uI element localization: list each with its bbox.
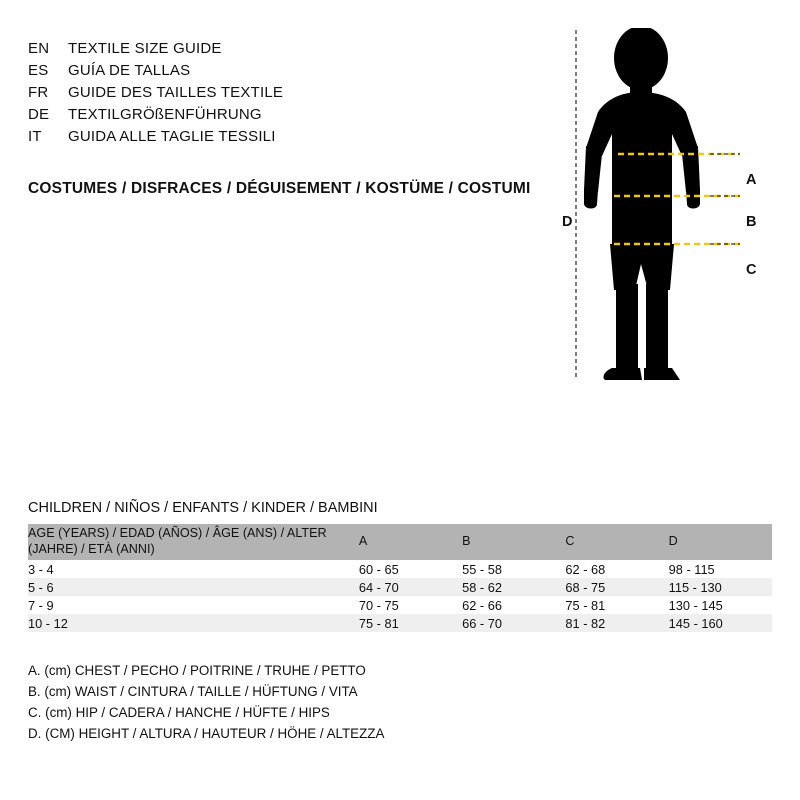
measure-label-d: D <box>562 214 573 230</box>
cell-waist: 55 - 58 <box>462 561 502 577</box>
language-text-en: TEXTILE SIZE GUIDE <box>68 40 222 57</box>
language-code-it: IT <box>28 128 42 145</box>
legend-item-hip: C. (cm) HIP / CADERA / HANCHE / HÜFTE / HIPS <box>28 705 330 720</box>
column-header-age: AGE (YEARS) / EDAD (AÑOS) / ÂGE (ANS) / ALTER (JAHRE) / ETÀ (ANNI) <box>28 526 327 556</box>
legend-item-height: D. (CM) HEIGHT / ALTURA / HAUTEUR / HÖHE / ALTEZZA <box>28 726 385 741</box>
cell-chest: 70 - 75 <box>358 597 399 613</box>
language-code-fr: FR <box>28 84 49 101</box>
cell-hip: 68 - 75 <box>565 579 606 595</box>
cell-height: 98 - 115 <box>668 561 715 577</box>
cell-waist: 62 - 66 <box>462 597 502 613</box>
cell-hip: 81 - 82 <box>565 615 606 631</box>
table-row <box>28 596 772 614</box>
cell-height: 130 - 145 <box>668 597 723 613</box>
language-row-es <box>28 62 548 84</box>
cell-chest: 75 - 81 <box>358 615 399 631</box>
language-code-en: EN <box>28 40 50 57</box>
cell-hip: 62 - 68 <box>565 561 606 577</box>
language-code-es: ES <box>28 62 49 79</box>
cell-height: 145 - 160 <box>668 615 723 631</box>
cell-age: 3 - 4 <box>28 561 54 577</box>
cell-chest: 60 - 65 <box>358 561 399 577</box>
cell-waist: 66 - 70 <box>462 615 502 631</box>
table-title: CHILDREN / NIÑOS / ENFANTS / KINDER / BAMBINI <box>28 500 378 516</box>
size-table <box>28 524 772 632</box>
column-header-a: A <box>358 534 368 549</box>
cell-chest: 64 - 70 <box>358 579 399 595</box>
language-text-es: GUÍA DE TALLAS <box>68 62 191 79</box>
legend-item-waist: B. (cm) WAIST / CINTURA / TAILLE / HÜFTUNG / VITA <box>28 684 358 699</box>
cell-hip: 75 - 81 <box>565 597 606 613</box>
legend-item-chest: A. (cm) CHEST / PECHO / POITRINE / TRUHE / PETTO <box>28 663 366 678</box>
table-body <box>28 560 772 632</box>
column-header-d: D <box>668 534 678 549</box>
language-row-de <box>28 106 548 128</box>
child-silhouette-icon <box>540 28 780 428</box>
language-text-it: GUIDA ALLE TAGLIE TESSILI <box>68 128 276 145</box>
language-text-de: TEXTILGRÖßENFÜHRUNG <box>68 106 262 123</box>
size-figure <box>540 28 780 428</box>
table-row <box>28 578 772 596</box>
costumes-subtitle: COSTUMES / DISFRACES / DÉGUISEMENT / KOSTÜME / COSTUMI <box>28 180 531 197</box>
table-row <box>28 614 772 632</box>
table-row <box>28 560 772 578</box>
cell-age: 5 - 6 <box>28 579 54 595</box>
language-text-fr: GUIDE DES TAILLES TEXTILE <box>68 84 284 101</box>
language-row-fr <box>28 84 548 106</box>
column-header-c: C <box>565 534 575 549</box>
language-code-de: DE <box>28 106 50 123</box>
measure-label-a: A <box>746 172 757 188</box>
cell-age: 7 - 9 <box>28 597 54 613</box>
table-header <box>28 524 772 560</box>
measurement-legend <box>28 660 384 744</box>
cell-waist: 58 - 62 <box>462 579 502 595</box>
table-header-row <box>28 524 772 560</box>
cell-age: 10 - 12 <box>28 615 68 631</box>
measure-label-c: C <box>746 262 757 278</box>
language-list <box>28 40 548 150</box>
measure-label-b: B <box>746 214 757 230</box>
language-row-en <box>28 40 548 62</box>
column-header-b: B <box>462 534 471 549</box>
language-row-it <box>28 128 548 150</box>
cell-height: 115 - 130 <box>668 579 722 595</box>
